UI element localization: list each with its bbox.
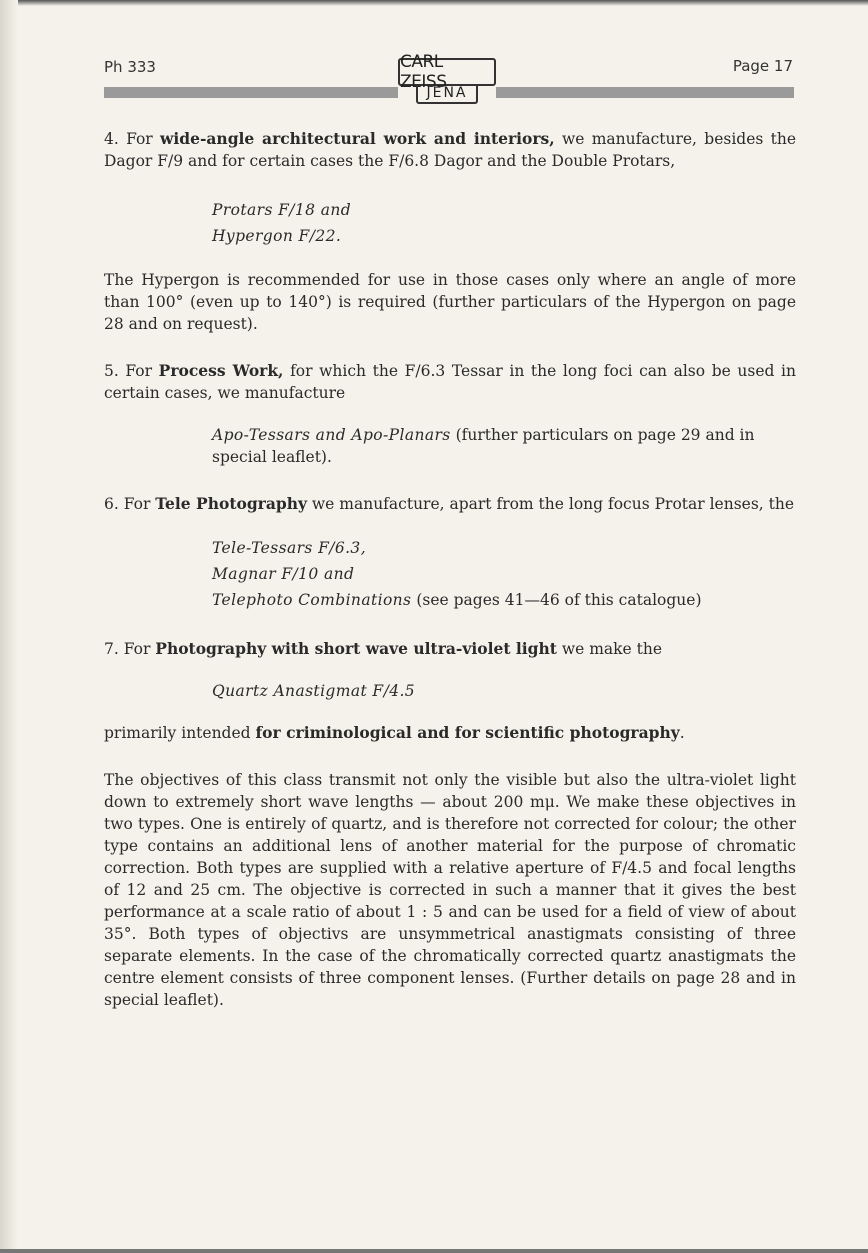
section-7-emphasis: Photography with short wave ultra-violet light: [155, 639, 557, 658]
lens-item-quartz: Quartz Anastigmat F/4.5: [212, 682, 416, 700]
section-7-purpose: primarily intended for criminological and for scientific photography.: [104, 723, 685, 742]
lens-item-hypergon: Hypergon F/22.: [212, 227, 342, 245]
lens-item-apo: Apo-Tessars and Apo-Planars (further particulars on page 29 and in special leaflet).: [212, 426, 755, 466]
logo-bottom-box: JENA: [416, 84, 478, 104]
page-number: Page 17: [732, 57, 793, 75]
section-4-intro: 4. For wide-angle architectural work and interiors, we manufacture, besides the Dagor F/9 and for certain cases the F/6.8 Dagor and the Double Protars,: [104, 129, 796, 170]
section-4-emphasis: wide-angle architectural work and interiors,: [160, 129, 555, 148]
logo-top-box: CARL ZEISS: [398, 58, 496, 86]
section-5-intro: 5. For Process Work, for which the F/6.3 Tessar in the long foci can also be used in certain cases, we manufacture: [104, 361, 796, 402]
carl-zeiss-logo: [398, 52, 496, 104]
page-body: [104, 128, 796, 1011]
section-6-emphasis: Tele Photography: [155, 494, 307, 513]
section-4-hypergon-note: The Hypergon is recommended for use in those cases only where an angle of more than 100° (even up to 140°) is required (further particulars of the Hypergon on page 28 and on request).: [104, 271, 796, 333]
catalogue-number: Ph 333: [104, 58, 156, 76]
section-6-intro: 6. For Tele Photography we manufacture, apart from the long focus Protar lenses, the: [104, 494, 795, 513]
section-7-purpose-emphasis: for criminological and for scientific photography: [255, 723, 680, 742]
lens-item-tele-tessars: Tele-Tessars F/6.3,: [212, 539, 367, 557]
lens-item-protars: Protars F/18 and: [212, 201, 352, 219]
page-bottom-edge: [0, 1249, 868, 1253]
lens-item-telephoto: Telephoto Combinations (see pages 41—46 of this catalogue): [212, 591, 702, 609]
page-left-edge: [0, 0, 18, 1253]
section-5-emphasis: Process Work,: [158, 361, 284, 380]
lens-item-magnar: Magnar F/10 and: [212, 565, 355, 583]
section-7-description: The objectives of this class transmit not only the visible but also the ultra-violet light down to extremely short wave lengths — about 200 mμ. We make these objectives in two types. One is entirely of quartz, and is therefore not corrected for colour; the other type contains an additional lens of another material for the purpose of chromatic correction. Both types are supplied with a relative aperture of F/4.5 and focal lengths of 12 and 25 cm. The objective is corrected in such a manner that it gives the best performance at a scale ratio of about 1 : 5 and can be used for a field of view of about 35°. Both types of objectivs are unsymmetrical anastigmats consisting of three separate elements. In the case of the chromatically corrected quartz anastigmats the centre element consists of three component lenses. (Further details on page 28 and in special leaflet).: [104, 771, 796, 1009]
page-top-edge: [0, 0, 868, 6]
section-7-intro: 7. For Photography with short wave ultra-violet light we make the: [104, 639, 663, 658]
